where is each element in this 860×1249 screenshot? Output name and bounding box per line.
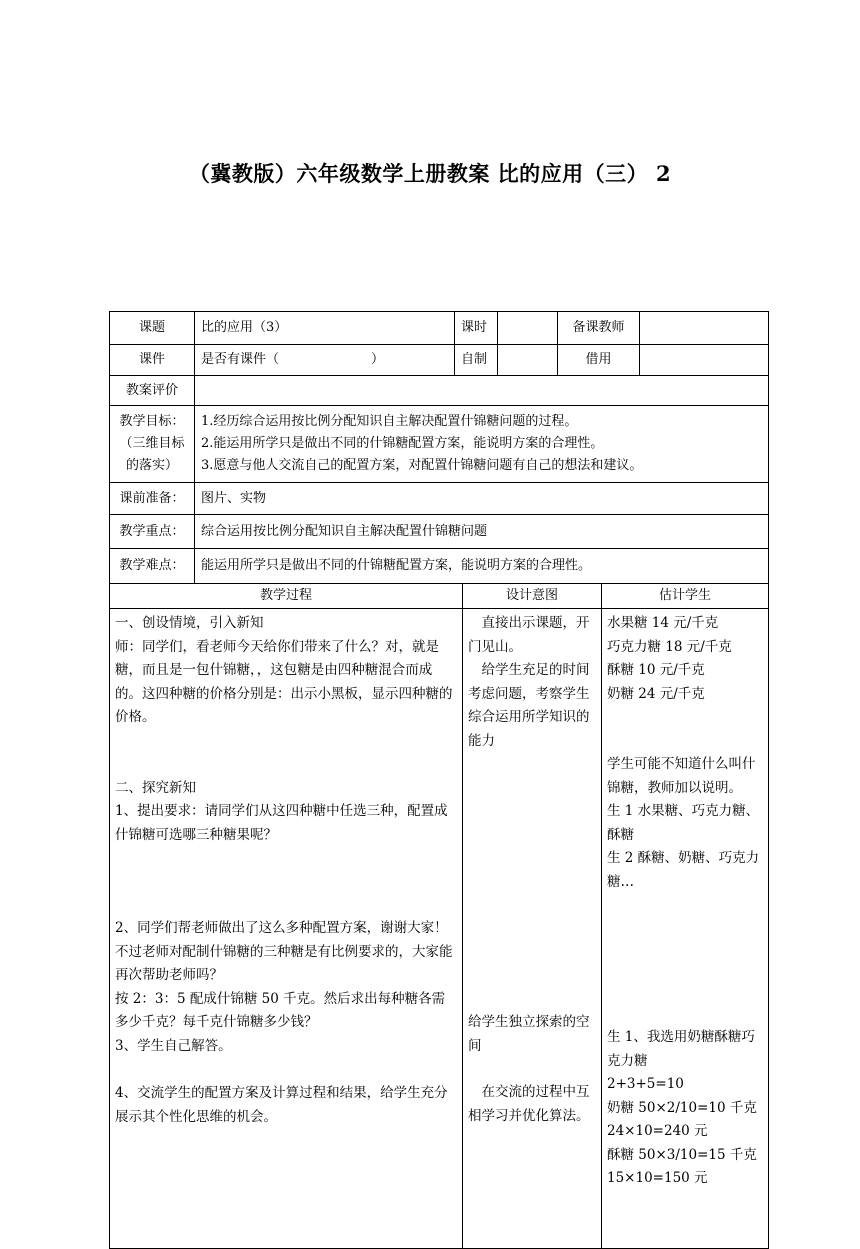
objectives-label-line-2: （三维目标 xyxy=(119,436,185,451)
topic-row xyxy=(110,312,769,345)
intent-paragraph: 给学生充足的时间考虑问题，考察学生综合运用所学知识的能力 xyxy=(468,662,590,749)
courseware-suffix: ） xyxy=(371,352,385,367)
period-value xyxy=(498,312,558,345)
courseware-row xyxy=(110,345,769,376)
process-paragraph: 3、学生自己解答。 xyxy=(115,1037,232,1054)
price-line: 酥糖 10 元/千克 xyxy=(607,662,705,678)
teacher-value xyxy=(640,312,769,345)
header-students: 估计学生 xyxy=(602,584,769,609)
prep-row xyxy=(110,483,769,515)
header-process: 教学过程 xyxy=(110,584,463,609)
prep-value: 图片、实物 xyxy=(195,483,769,515)
self-made-label: 自制 xyxy=(455,345,498,376)
solution-line: 生 1、我选用奶糖酥糖巧克力糖 xyxy=(607,1029,755,1069)
price-line: 奶糖 24 元/千克 xyxy=(607,685,705,702)
price-line: 水果糖 14 元/千克 xyxy=(607,615,719,631)
period-label: 课时 xyxy=(455,312,498,345)
teacher-label: 备课教师 xyxy=(558,312,640,345)
evaluation-value xyxy=(195,376,769,406)
document-title: （冀教版）六年级数学上册教案 比的应用（三） 2 xyxy=(188,161,672,186)
section-heading: 一、创设情境，引入新知 xyxy=(115,615,264,631)
difficulty-value: 能运用所学只是做出不同的什锦糖配置方案，能说明方案的合理性。 xyxy=(195,549,769,584)
price-line: 巧克力糖 18 元/千克 xyxy=(607,638,732,655)
objectives-row xyxy=(110,406,769,483)
borrow-value xyxy=(640,345,769,376)
solution-line: 奶糖 50×2/10=10 千克 xyxy=(607,1099,757,1116)
students-column xyxy=(602,609,769,1249)
evaluation-row xyxy=(110,376,769,406)
process-header-row xyxy=(110,584,769,609)
difficulty-row xyxy=(110,549,769,584)
lesson-info-table xyxy=(109,311,769,584)
objectives-label xyxy=(110,406,195,483)
intent-paragraph: 直接出示课题，开门见山。 xyxy=(468,615,590,655)
difficulty-label: 教学难点： xyxy=(110,549,195,584)
focus-label: 教学重点： xyxy=(110,515,195,549)
solution-line: 15×10=150 元 xyxy=(607,1170,708,1186)
borrow-label: 借用 xyxy=(558,345,640,376)
courseware-value xyxy=(195,345,455,376)
process-paragraph: 1、提出要求：请同学们从这四种糖中任选三种，配置成什锦糖可选哪三种糖果呢？ xyxy=(115,803,448,843)
process-paragraph: 按 2：3：5 配成什锦糖 50 千克。然后求出每种糖各需多少千克？每千克什锦糖多少钱？ xyxy=(115,990,446,1030)
objective-item: 3.愿意与他人交流自己的配置方案，对配置什锦糖问题有自己的想法和建议。 xyxy=(201,458,643,473)
solution-line: 2+3+5=10 xyxy=(607,1076,684,1092)
process-body-row xyxy=(110,609,769,1249)
objectives-label-line-1: 教学目标： xyxy=(119,414,185,429)
header-intent: 设计意图 xyxy=(463,584,602,609)
student-note: 生 1 水果糖、巧克力糖、酥糖 xyxy=(607,803,760,843)
solution-line: 24×10=240 元 xyxy=(607,1123,708,1139)
objective-item: 1.经历综合运用按比例分配知识自主解决配置什锦糖问题的过程。 xyxy=(201,414,578,429)
process-paragraph: 师：同学们，看老师今天给你们带来了什么？对，就是糖，而且是一包什锦糖，，这包糖是由四种糖混合而成的。这四种糖的价格分别是：出示小黑板，显示四种糖的价格。 xyxy=(115,638,453,725)
prep-label: 课前准备： xyxy=(110,483,195,515)
section-heading: 二、探究新知 xyxy=(115,779,196,796)
topic-label: 课题 xyxy=(110,312,195,345)
objectives-list xyxy=(195,406,769,483)
student-note: 生 2 酥糖、奶糖、巧克力糖… xyxy=(607,850,760,890)
intent-column xyxy=(463,609,602,1249)
process-table xyxy=(109,583,769,1249)
process-paragraph: 2、同学们帮老师做出了这么多种配置方案，谢谢大家！不过老师对配制什锦糖的三种糖是有比例要求的，大家能再次帮助老师吗？ xyxy=(115,920,453,983)
focus-row xyxy=(110,515,769,549)
process-column xyxy=(110,609,463,1249)
courseware-label: 课件 xyxy=(110,345,195,376)
objectives-label-line-3: 的落实） xyxy=(125,458,178,473)
courseware-prefix: 是否有课件（ xyxy=(201,352,280,367)
solution-line: 酥糖 50×3/10=15 千克 xyxy=(607,1146,757,1163)
student-note: 学生可能不知道什么叫什锦糖，教师加以说明。 xyxy=(607,756,756,796)
evaluation-label: 教案评价 xyxy=(110,376,195,406)
intent-paragraph: 在交流的过程中互相学习并优化算法。 xyxy=(468,1084,590,1124)
self-made-value xyxy=(498,345,558,376)
process-paragraph: 4、交流学生的配置方案及计算过程和结果，给学生充分展示其个性化思维的机会。 xyxy=(115,1085,448,1125)
objective-item: 2.能运用所学只是做出不同的什锦糖配置方案，能说明方案的合理性。 xyxy=(201,436,604,451)
topic-value: 比的应用（3） xyxy=(195,312,455,345)
intent-paragraph: 给学生独立探索的空间 xyxy=(468,1014,590,1054)
focus-value: 综合运用按比例分配知识自主解决配置什锦糖问题 xyxy=(195,515,769,549)
